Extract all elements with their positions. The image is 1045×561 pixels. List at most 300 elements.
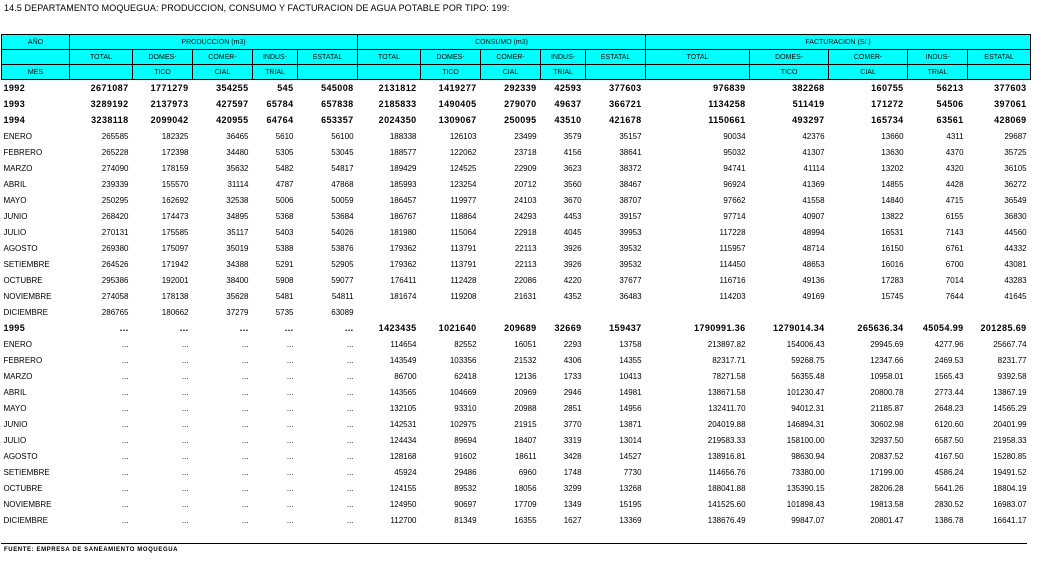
data-cell: 4311 [946, 131, 964, 141]
data-cell: 36105 [1004, 163, 1027, 173]
data-cell: ... [284, 323, 294, 333]
data-cell: 181980 [389, 227, 417, 237]
data-cell: 3623 [563, 163, 582, 173]
header-sub-blank [586, 65, 646, 80]
header-group-produccion: PRODUCCION (m3) [70, 35, 358, 50]
data-cell: 115064 [450, 227, 477, 237]
table-row [2, 352, 1031, 368]
data-cell: 98630.94 [791, 451, 825, 461]
data-cell: 2851 [563, 403, 582, 413]
data-cell: ... [181, 387, 189, 397]
data-cell: 5388 [275, 243, 294, 253]
header-domestico: DOMES- [421, 50, 481, 65]
data-cell: 3289192 [90, 99, 129, 109]
header-tico: TICO [750, 65, 829, 80]
data-cell: 39953 [619, 227, 642, 237]
data-cell: 428069 [994, 115, 1027, 125]
data-cell: 1748 [563, 467, 582, 477]
data-cell: ... [241, 499, 249, 509]
table-row [2, 448, 1031, 464]
data-cell: 59077 [331, 275, 354, 285]
data-cell: ... [346, 371, 354, 381]
header-estatal: ESTATAL [586, 50, 646, 65]
data-cell: 123254 [449, 179, 477, 189]
data-cell: 2469.53 [934, 355, 964, 365]
data-cell: 32937.50 [870, 435, 904, 445]
row-label: ENERO [3, 339, 32, 349]
data-cell: 5482 [275, 163, 294, 173]
data-cell: ... [286, 435, 294, 445]
data-cell: 295386 [101, 275, 129, 285]
data-cell: 175097 [161, 243, 189, 253]
data-cell: 122062 [449, 147, 477, 157]
data-cell: 17709 [514, 499, 537, 509]
data-cell: ... [181, 483, 189, 493]
data-cell: ... [286, 419, 294, 429]
data-cell: 5481 [275, 291, 294, 301]
data-cell: 279070 [504, 99, 537, 109]
data-cell: 1627 [563, 515, 582, 525]
data-cell: 29687 [1004, 131, 1027, 141]
data-cell: 96924 [723, 179, 746, 189]
data-cell: 4787 [275, 179, 294, 189]
table-row [2, 304, 1031, 320]
data-cell: 93310 [454, 403, 477, 413]
data-cell: ... [181, 371, 189, 381]
data-cell: 141525.60 [707, 499, 746, 509]
data-cell: ... [121, 499, 129, 509]
data-cell: 13202 [881, 163, 904, 173]
data-cell: 265228 [101, 147, 129, 157]
data-cell: 2648.23 [934, 403, 964, 413]
data-cell: 114450 [719, 259, 746, 269]
data-cell: 138676.49 [707, 515, 746, 525]
data-cell: 112700 [390, 515, 417, 525]
year-total-row [2, 112, 1031, 128]
header-sub-blank [298, 65, 358, 80]
data-cell: 38641 [619, 147, 642, 157]
data-cell: 181674 [389, 291, 417, 301]
data-cell: 15745 [881, 291, 904, 301]
data-cell: 7644 [945, 291, 964, 301]
data-cell: 38467 [619, 179, 642, 189]
data-cell: 89532 [454, 483, 477, 493]
data-cell: ... [121, 419, 129, 429]
data-cell: 13758 [619, 339, 642, 349]
data-cell: ... [181, 355, 189, 365]
data-cell: ... [346, 403, 354, 413]
data-cell: 265585 [101, 131, 129, 141]
data-cell: 114203 [719, 291, 746, 301]
data-cell: 1790991.36 [694, 323, 746, 333]
data-cell: 188577 [389, 147, 417, 157]
data-cell: 23499 [514, 131, 537, 141]
data-cell: 41558 [802, 195, 825, 205]
data-cell: ... [181, 403, 189, 413]
data-cell: 1309067 [438, 115, 477, 125]
data-cell: 264526 [101, 259, 129, 269]
data-cell: ... [241, 403, 249, 413]
data-cell: 142531 [389, 419, 417, 429]
header-comercial: COMER- [481, 50, 541, 65]
data-cell: 102975 [449, 419, 477, 429]
header-sub-blank [358, 65, 421, 80]
data-cell: 13660 [881, 131, 904, 141]
data-cell: 35019 [226, 243, 249, 253]
row-label: JUNIO [3, 211, 28, 221]
data-cell: 124155 [389, 483, 417, 493]
data-cell: 115957 [719, 243, 746, 253]
footer-divider [1, 543, 1027, 544]
data-cell: 43510 [554, 115, 582, 125]
data-cell: 4277.96 [934, 339, 964, 349]
data-cell: ... [121, 387, 129, 397]
data-cell: 16983.07 [993, 499, 1027, 509]
data-cell: 124525 [449, 163, 477, 173]
data-cell: 56100 [331, 131, 354, 141]
header-cial: CIAL [829, 65, 908, 80]
data-cell: ... [121, 355, 129, 365]
data-cell: 239339 [101, 179, 129, 189]
data-cell: ... [241, 371, 249, 381]
table-row [2, 256, 1031, 272]
data-cell: 269380 [101, 243, 129, 253]
table-row [2, 384, 1031, 400]
row-label: OCTUBRE [3, 275, 43, 285]
data-cell: ... [121, 371, 129, 381]
data-cell: ... [346, 483, 354, 493]
data-cell: ... [181, 339, 189, 349]
data-cell: 3560 [563, 179, 582, 189]
data-cell: 17199.00 [870, 467, 904, 477]
table-row [2, 336, 1031, 352]
data-cell: 22909 [514, 163, 537, 173]
data-cell: 13268 [619, 483, 642, 493]
data-cell: 209689 [504, 323, 537, 333]
data-cell: 5006 [275, 195, 294, 205]
data-cell: 54811 [331, 291, 354, 301]
data-cell: 382268 [792, 83, 825, 93]
data-cell: 179362 [389, 243, 417, 253]
data-cell: 82552 [454, 339, 477, 349]
data-cell: ... [346, 419, 354, 429]
data-cell: 13630 [881, 147, 904, 157]
header-row-sub-bottom [2, 65, 1031, 80]
data-cell: 47868 [331, 179, 354, 189]
table-row [2, 160, 1031, 176]
data-cell: 420955 [216, 115, 249, 125]
year-total-row [2, 96, 1031, 112]
data-cell: 2131812 [378, 83, 417, 93]
data-cell: 179362 [389, 259, 417, 269]
data-cell: 63561 [936, 115, 964, 125]
data-cell: ... [241, 515, 249, 525]
data-cell: 250095 [504, 115, 537, 125]
data-cell: 172398 [161, 147, 189, 157]
data-cell: ... [121, 467, 129, 477]
data-cell: 117228 [719, 227, 746, 237]
data-cell: 4220 [563, 275, 582, 285]
data-cell [646, 304, 750, 320]
data-cell: ... [286, 499, 294, 509]
data-cell: 34895 [226, 211, 249, 221]
data-cell: 274058 [101, 291, 129, 301]
data-cell: ... [241, 355, 249, 365]
data-cell: 41645 [1004, 291, 1027, 301]
header-industrial: INDUS- [541, 50, 586, 65]
data-cell: 41369 [802, 179, 825, 189]
data-cell: 15280.85 [993, 451, 1027, 461]
table-row [2, 432, 1031, 448]
data-cell: 158100.00 [786, 435, 825, 445]
row-label: 1992 [3, 83, 26, 93]
water-statistics-table [1, 34, 1031, 528]
data-cell: 421678 [609, 115, 642, 125]
data-cell: 64764 [266, 115, 294, 125]
data-cell: 4370 [945, 147, 964, 157]
data-cell: 5641.26 [934, 483, 964, 493]
data-cell: 86700 [394, 371, 417, 381]
data-cell: 13822 [881, 211, 904, 221]
data-cell: 4715 [945, 195, 964, 205]
row-label: ABRIL [3, 387, 27, 397]
data-cell: 270131 [101, 227, 129, 237]
data-cell: 36483 [619, 291, 642, 301]
data-cell: 31114 [227, 179, 249, 189]
data-cell: ... [239, 323, 249, 333]
table-row [2, 400, 1031, 416]
data-cell: 178138 [161, 291, 189, 301]
data-cell: 56355.48 [791, 371, 825, 381]
data-cell: 35157 [619, 131, 642, 141]
row-label: DICIEMBRE [3, 515, 48, 525]
data-cell: ... [121, 451, 129, 461]
table-row [2, 176, 1031, 192]
data-cell: ... [241, 387, 249, 397]
data-cell: 35632 [226, 163, 249, 173]
data-cell: 1386.78 [934, 515, 964, 525]
data-cell: 9392.58 [997, 371, 1027, 381]
row-label: FEBRERO [3, 355, 43, 365]
data-cell: 113791 [450, 259, 477, 269]
data-cell [908, 304, 968, 320]
data-cell: 25667.74 [993, 339, 1027, 349]
data-cell: 4428 [945, 179, 964, 189]
data-cell: 265636.34 [857, 323, 904, 333]
data-cell: 171272 [871, 99, 904, 109]
data-cell: 37677 [619, 275, 642, 285]
data-cell: 5908 [275, 275, 294, 285]
row-label: DICIEMBRE [3, 307, 48, 317]
data-cell: ... [286, 483, 294, 493]
data-cell: 63089 [331, 307, 354, 317]
data-cell: 13867.19 [993, 387, 1027, 397]
data-cell: 6155 [945, 211, 964, 221]
data-cell: ... [181, 451, 189, 461]
data-cell: 180662 [161, 307, 189, 317]
data-cell: 14840 [881, 195, 904, 205]
data-cell: 1419277 [438, 83, 477, 93]
row-label: 1995 [3, 323, 26, 333]
data-cell: ... [286, 339, 294, 349]
data-cell: 397061 [994, 99, 1027, 109]
data-cell: ... [346, 387, 354, 397]
data-cell: 113791 [450, 243, 477, 253]
data-cell: 101898.43 [786, 499, 825, 509]
data-cell: 268420 [101, 211, 129, 221]
data-cell: ... [179, 323, 189, 333]
data-cell: ... [346, 515, 354, 525]
data-cell: 3428 [563, 451, 582, 461]
data-cell: 4453 [563, 211, 582, 221]
header-tico: TICO [421, 65, 481, 80]
data-cell: 20801.47 [870, 515, 904, 525]
data-cell [968, 304, 1031, 320]
data-cell: 54817 [331, 163, 354, 173]
data-cell: 1565.43 [934, 371, 964, 381]
data-cell: 6587.50 [934, 435, 964, 445]
data-cell: 2773.44 [934, 387, 964, 397]
data-cell [829, 304, 908, 320]
data-cell: 128168 [389, 451, 417, 461]
data-cell: 354255 [216, 83, 249, 93]
data-cell: 13014 [619, 435, 642, 445]
data-cell: 3770 [563, 419, 582, 429]
data-cell: ... [121, 435, 129, 445]
data-cell: 40907 [802, 211, 825, 221]
data-cell: 39532 [619, 243, 642, 253]
data-cell: ... [121, 483, 129, 493]
data-cell: 657838 [321, 99, 354, 109]
data-cell: ... [181, 419, 189, 429]
data-cell: 976839 [713, 83, 746, 93]
data-cell: 7143 [945, 227, 964, 237]
data-cell: 81349 [454, 515, 477, 525]
data-cell: 366721 [609, 99, 642, 109]
data-cell: 42593 [554, 83, 582, 93]
table-row [2, 464, 1031, 480]
data-cell: 89694 [454, 435, 477, 445]
data-cell: 1733 [563, 371, 582, 381]
data-cell: 114654 [390, 339, 417, 349]
data-cell: 132411.70 [708, 403, 746, 413]
data-cell: 5291 [275, 259, 294, 269]
data-cell: 7014 [945, 275, 964, 285]
data-cell: 54026 [331, 227, 354, 237]
data-cell: 19491.52 [993, 467, 1027, 477]
data-cell: ... [241, 435, 249, 445]
data-cell: 90697 [454, 499, 477, 509]
data-cell: 143549 [389, 355, 417, 365]
data-cell: 186457 [389, 195, 417, 205]
data-cell: 34480 [226, 147, 249, 157]
data-cell: 162692 [161, 195, 189, 205]
data-cell: 5610 [275, 131, 294, 141]
data-cell: 292339 [504, 83, 537, 93]
data-cell: 95032 [723, 147, 746, 157]
data-cell: 45924 [394, 467, 417, 477]
row-label: FEBRERO [3, 147, 43, 157]
data-cell: 20988 [514, 403, 537, 413]
data-cell: 6700 [945, 259, 964, 269]
table-row [2, 272, 1031, 288]
data-cell: ... [346, 499, 354, 509]
data-cell: 171942 [161, 259, 189, 269]
data-cell: 16641.17 [993, 515, 1027, 525]
data-cell: 59268.75 [791, 355, 825, 365]
data-cell: 29945.69 [870, 339, 904, 349]
data-cell: 56213 [936, 83, 964, 93]
data-cell: ... [286, 403, 294, 413]
data-cell: 42376 [802, 131, 825, 141]
data-cell: 14565.29 [993, 403, 1027, 413]
data-cell [586, 304, 646, 320]
data-cell: ... [119, 323, 129, 333]
table-row [2, 144, 1031, 160]
data-cell: 35117 [226, 227, 249, 237]
row-label: SETIEMBRE [3, 467, 50, 477]
data-cell: 12347.66 [870, 355, 904, 365]
data-cell: ... [346, 355, 354, 365]
data-cell: 13871 [619, 419, 642, 429]
data-cell: ... [121, 403, 129, 413]
data-cell: 39157 [619, 211, 642, 221]
data-cell: 3670 [563, 195, 582, 205]
row-label: ABRIL [3, 179, 27, 189]
data-cell: 5368 [275, 211, 294, 221]
data-cell: 159437 [609, 323, 642, 333]
data-cell: 192001 [161, 275, 189, 285]
data-cell: 427597 [216, 99, 249, 109]
data-cell: 14855 [881, 179, 904, 189]
data-cell: 30602.98 [870, 419, 904, 429]
data-cell: 377603 [609, 83, 642, 93]
data-cell: 20969 [514, 387, 537, 397]
data-cell: 160755 [871, 83, 904, 93]
row-label: ENERO [3, 131, 32, 141]
table-row [2, 128, 1031, 144]
row-label: JULIO [3, 435, 27, 445]
data-cell: 21915 [514, 419, 537, 429]
data-cell: 49169 [802, 291, 825, 301]
data-cell: 132105 [389, 403, 417, 413]
data-cell: 3579 [563, 131, 582, 141]
table-row [2, 496, 1031, 512]
data-cell: 20837.52 [870, 451, 904, 461]
data-cell: ... [346, 339, 354, 349]
data-cell: 78271.58 [712, 371, 746, 381]
data-cell: 135390.15 [786, 483, 825, 493]
data-cell: ... [241, 419, 249, 429]
data-cell: 94741 [723, 163, 746, 173]
data-cell: 3319 [563, 435, 582, 445]
data-cell: 20401.99 [993, 419, 1027, 429]
data-cell: 4352 [563, 291, 582, 301]
data-cell: 20712 [514, 179, 537, 189]
data-cell: 20800.78 [870, 387, 904, 397]
table-row [2, 224, 1031, 240]
data-cell: ... [181, 515, 189, 525]
data-cell: 21532 [514, 355, 537, 365]
header-row-sub-top [2, 50, 1031, 65]
data-cell: ... [241, 339, 249, 349]
data-cell: 4156 [563, 147, 582, 157]
data-cell: 49136 [802, 275, 825, 285]
data-cell: 53876 [331, 243, 354, 253]
data-cell: ... [286, 451, 294, 461]
data-cell: 1279014.34 [773, 323, 825, 333]
data-cell: 16531 [881, 227, 904, 237]
